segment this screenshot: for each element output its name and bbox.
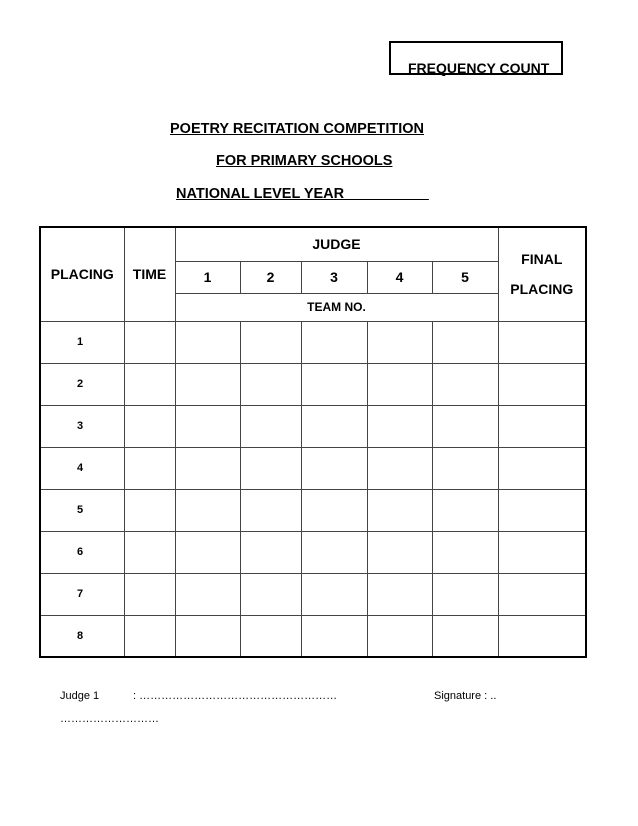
table-row bbox=[40, 363, 586, 405]
score-sheet-table bbox=[39, 226, 587, 658]
table-row bbox=[40, 447, 586, 489]
judge-3-cell[interactable] bbox=[301, 447, 367, 489]
judge-name-field[interactable]: : ……………………………………………… bbox=[133, 690, 338, 702]
row-placing-number: 4 bbox=[40, 447, 124, 489]
final-placing-cell[interactable] bbox=[498, 615, 586, 657]
judge-5-cell[interactable] bbox=[432, 573, 498, 615]
judge-2-cell[interactable] bbox=[240, 405, 301, 447]
judge-number-3: 3 bbox=[301, 261, 367, 293]
table-row bbox=[40, 615, 586, 657]
table-row bbox=[40, 321, 586, 363]
judge-3-cell[interactable] bbox=[301, 363, 367, 405]
placing-header: PLACING bbox=[40, 227, 124, 321]
final-header-line2: PLACING bbox=[510, 281, 574, 298]
judge-4-cell[interactable] bbox=[367, 615, 432, 657]
judge-5-cell[interactable] bbox=[432, 363, 498, 405]
time-cell[interactable] bbox=[124, 363, 175, 405]
frequency-count-label: FREQUENCY COUNT bbox=[408, 60, 550, 76]
judge-2-cell[interactable] bbox=[240, 363, 301, 405]
time-cell[interactable] bbox=[124, 321, 175, 363]
judge-5-cell[interactable] bbox=[432, 447, 498, 489]
title-line-3: NATIONAL LEVEL YEAR __________ bbox=[176, 186, 429, 202]
row-placing-number: 7 bbox=[40, 573, 124, 615]
judge-number-2: 2 bbox=[240, 261, 301, 293]
judge-1-cell[interactable] bbox=[175, 531, 240, 573]
judge-4-cell[interactable] bbox=[367, 573, 432, 615]
final-placing-cell[interactable] bbox=[498, 405, 586, 447]
judge-2-cell[interactable] bbox=[240, 489, 301, 531]
final-placing-cell[interactable] bbox=[498, 363, 586, 405]
time-cell[interactable] bbox=[124, 405, 175, 447]
judge-1-cell[interactable] bbox=[175, 489, 240, 531]
table-row bbox=[40, 489, 586, 531]
judge-3-cell[interactable] bbox=[301, 531, 367, 573]
judge-2-cell[interactable] bbox=[240, 531, 301, 573]
team-no-header: TEAM NO. bbox=[175, 293, 498, 321]
judge-5-cell[interactable] bbox=[432, 489, 498, 531]
judge-2-cell[interactable] bbox=[240, 447, 301, 489]
judge-1-cell[interactable] bbox=[175, 447, 240, 489]
judge-4-cell[interactable] bbox=[367, 405, 432, 447]
judge-4-cell[interactable] bbox=[367, 363, 432, 405]
title-line-2: FOR PRIMARY SCHOOLS bbox=[216, 153, 393, 169]
row-placing-number: 6 bbox=[40, 531, 124, 573]
time-cell[interactable] bbox=[124, 447, 175, 489]
row-placing-number: 5 bbox=[40, 489, 124, 531]
final-placing-cell[interactable] bbox=[498, 489, 586, 531]
time-cell[interactable] bbox=[124, 573, 175, 615]
judge-1-cell[interactable] bbox=[175, 363, 240, 405]
time-cell[interactable] bbox=[124, 615, 175, 657]
judge-5-cell[interactable] bbox=[432, 615, 498, 657]
judge-4-cell[interactable] bbox=[367, 447, 432, 489]
signature-label: Signature : .. bbox=[434, 690, 497, 702]
table-row bbox=[40, 531, 586, 573]
judge-3-cell[interactable] bbox=[301, 321, 367, 363]
judge-header: JUDGE bbox=[175, 227, 498, 261]
judge-3-cell[interactable] bbox=[301, 615, 367, 657]
row-placing-number: 1 bbox=[40, 321, 124, 363]
judge-4-cell[interactable] bbox=[367, 321, 432, 363]
row-placing-number: 3 bbox=[40, 405, 124, 447]
judge-5-cell[interactable] bbox=[432, 405, 498, 447]
judge-2-cell[interactable] bbox=[240, 615, 301, 657]
judge-1-cell[interactable] bbox=[175, 321, 240, 363]
judge-label: Judge 1 bbox=[60, 690, 100, 702]
table-row bbox=[40, 405, 586, 447]
row-placing-number: 2 bbox=[40, 363, 124, 405]
row-placing-number: 8 bbox=[40, 615, 124, 657]
time-cell[interactable] bbox=[124, 531, 175, 573]
judge-3-cell[interactable] bbox=[301, 405, 367, 447]
final-placing-cell[interactable] bbox=[498, 321, 586, 363]
judge-5-cell[interactable] bbox=[432, 531, 498, 573]
title-line-1: POETRY RECITATION COMPETITION bbox=[170, 121, 425, 137]
judge-3-cell[interactable] bbox=[301, 489, 367, 531]
final-placing-cell[interactable] bbox=[498, 531, 586, 573]
judge-1-cell[interactable] bbox=[175, 573, 240, 615]
signature-field[interactable]: ……………………… bbox=[60, 713, 159, 725]
judge-1-cell[interactable] bbox=[175, 615, 240, 657]
judge-4-cell[interactable] bbox=[367, 531, 432, 573]
time-header: TIME bbox=[124, 227, 175, 321]
judge-4-cell[interactable] bbox=[367, 489, 432, 531]
judge-5-cell[interactable] bbox=[432, 321, 498, 363]
judge-2-cell[interactable] bbox=[240, 573, 301, 615]
judge-number-1: 1 bbox=[175, 261, 240, 293]
judge-2-cell[interactable] bbox=[240, 321, 301, 363]
final-placing-header bbox=[498, 227, 586, 321]
judge-number-4: 4 bbox=[367, 261, 432, 293]
judge-3-cell[interactable] bbox=[301, 573, 367, 615]
final-placing-cell[interactable] bbox=[498, 573, 586, 615]
table-row bbox=[40, 573, 586, 615]
final-placing-cell[interactable] bbox=[498, 447, 586, 489]
time-cell[interactable] bbox=[124, 489, 175, 531]
judge-1-cell[interactable] bbox=[175, 405, 240, 447]
final-header-line1: FINAL bbox=[521, 251, 563, 268]
judge-number-5: 5 bbox=[432, 261, 498, 293]
